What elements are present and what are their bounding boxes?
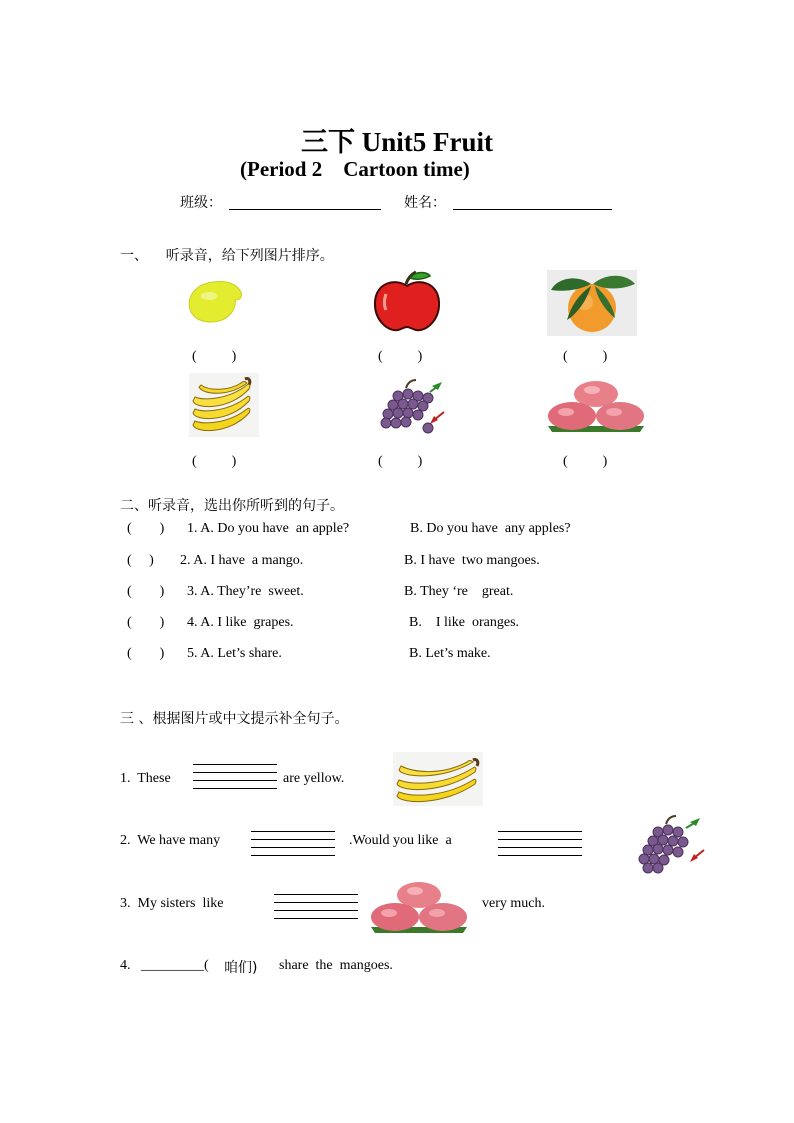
grapes-icon (378, 378, 448, 436)
class-label: 班级： (180, 195, 222, 211)
name-label: 姓名： (404, 195, 446, 211)
fill-q2-writing-lines-1[interactable] (251, 831, 335, 856)
q1-option-a: 1. A. Do you have an apple? (187, 521, 350, 536)
fill-q1-start: 1. These (120, 771, 171, 786)
q4-answer-paren[interactable]: ( ) (127, 615, 165, 630)
grapes-icon (636, 814, 706, 876)
q2-option-a: 2. A. I have a mango. (180, 553, 304, 568)
q1-answer-paren[interactable]: ( ) (127, 521, 165, 536)
fill-q4-blank[interactable]: _________( (141, 958, 209, 973)
page-title: 三下 Unit5 Fruit (301, 127, 493, 157)
section3-heading: 三 、根据图片或中文提示补全句子。 (120, 711, 349, 727)
class-field[interactable] (229, 209, 381, 210)
fill-q3-end: very much. (482, 896, 545, 911)
fill-q2-start: 2. We have many (120, 833, 221, 848)
q4-option-a: 4. A. I like grapes. (187, 615, 294, 630)
answer-blank-1[interactable]: ( ) (192, 349, 237, 364)
section2-heading: 二、听录音，选出你所听到的句子。 (120, 498, 344, 514)
q5-option-b: B. Let’s make. (409, 646, 491, 661)
answer-blank-4[interactable]: ( ) (192, 454, 237, 469)
banana-icon (393, 752, 483, 806)
fill-q3-writing-lines[interactable] (274, 894, 358, 919)
answer-blank-3[interactable]: ( ) (563, 349, 608, 364)
q3-answer-paren[interactable]: ( ) (127, 584, 165, 599)
answer-blank-5[interactable]: ( ) (378, 454, 423, 469)
answer-blank-6[interactable]: ( ) (563, 454, 608, 469)
fill-q4-hint: 咱们) (224, 960, 258, 976)
q3-option-a: 3. A. They’re sweet. (187, 584, 304, 599)
q3-option-b: B. They ‘re great. (404, 584, 514, 599)
fill-q1-writing-lines[interactable] (193, 764, 277, 789)
apple-icon (372, 270, 442, 334)
fill-q2-mid: .Would you like a (349, 833, 452, 848)
fill-q4-number: 4. (120, 958, 131, 973)
orange-icon (547, 270, 637, 336)
peach-icon (367, 879, 473, 935)
peach-icon (544, 378, 650, 434)
page-subtitle: (Period 2 Cartoon time) (240, 157, 470, 181)
mango-icon (183, 276, 245, 328)
q2-option-b: B. I have two mangoes. (404, 553, 540, 568)
answer-blank-2[interactable]: ( ) (378, 349, 423, 364)
section1-heading: 一、 听录音，给下列图片排序。 (120, 248, 334, 264)
fill-q4-end: share the mangoes. (279, 958, 393, 973)
q5-answer-paren[interactable]: ( ) (127, 646, 165, 661)
q5-option-a: 5. A. Let’s share. (187, 646, 282, 661)
banana-icon (189, 373, 259, 437)
fill-q2-writing-lines-2[interactable] (498, 831, 582, 856)
name-field[interactable] (453, 209, 612, 210)
fill-q3-start: 3. My sisters like (120, 896, 224, 911)
q1-option-b: B. Do you have any apples? (410, 521, 571, 536)
fill-q1-end: are yellow. (283, 771, 345, 786)
q2-answer-paren[interactable]: ( ) (127, 553, 154, 568)
q4-option-b: B. I like oranges. (409, 615, 520, 630)
